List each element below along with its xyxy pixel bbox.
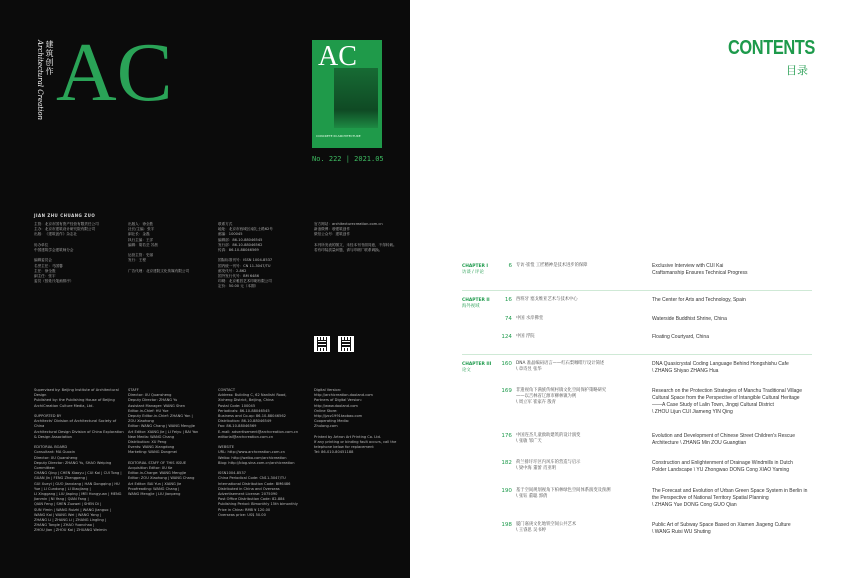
chapter-label: CHAPTER II <box>462 298 490 303</box>
ac-logo <box>56 36 176 102</box>
entry-title-cn[interactable]: 非遗视角下满族传统村镇文化空间保护策略研究 ——以吉林省辽源市柳林镇为例 \ 周立军 崔家卉 殷青 <box>516 388 607 406</box>
entry-title-cn[interactable]: 基于空间规划视角下柏林绿色空间体系演变及预测 \ 张钰 董聪 郭倩 <box>516 488 611 500</box>
qr-code <box>338 336 354 352</box>
masthead-cn-col-1: 主管：北京市国有资产经营有限责任公司 主办：北京市建筑设计研究院有限公司 出版：《建筑创作》杂志社 协办单位 中国建筑学会建筑师分会 编辑委员会 名誉主任：马国馨 主任：徐全胜 副主任：张宇 委员（按姓氏笔画排序） <box>34 222 99 284</box>
divider <box>462 290 812 291</box>
issue-number: No. 222 | 2021.05 <box>312 155 384 163</box>
entry-title-en[interactable]: Floating Courtyard, China <box>652 334 709 340</box>
entry-page-number: 169 <box>501 388 512 394</box>
contents-page <box>410 0 850 578</box>
entry-title-cn[interactable]: DNA 准晶编码语言——红石梨咖啡厅设计简述 \ 章诗昱 张华 <box>516 361 605 373</box>
contents-title-cn: 目录 <box>786 64 808 77</box>
entry-title-cn[interactable]: 专访·崔愷 工匠精神是技术进步的保障 <box>516 263 588 268</box>
entry-page-number: 190 <box>501 488 512 494</box>
entry-page-number: 74 <box>504 316 512 322</box>
entry-title-cn[interactable]: 中国 水岸佛堂 <box>516 316 544 321</box>
divider <box>462 354 812 355</box>
entry-title-en[interactable]: The Center for Arts and Technology, Spain <box>652 297 746 303</box>
ac-logo-text: AC <box>56 36 173 102</box>
entry-title-cn[interactable]: 中国 浮院 <box>516 334 535 339</box>
chapter-label-cn: 论文 <box>462 368 471 373</box>
entry-title-en[interactable]: Construction and Enlightenment of Drainage Windmills in Dutch Polder Landscape \ YU Zhongwao DONG Cong XIAO Yaming <box>652 460 793 473</box>
masthead-cn-col-2: 出版人：徐全胜 社长/主编：张宇 副社长：金磊 执行主编：王洋 编辑：胡若芸 苏晨 运营主管：史丽 发行：王程 广告代理：北京建院文化传媒有限公司 <box>128 222 190 273</box>
masthead-cn-col-3: 联系方式 地址：北京市西城区南礼士路62号 邮编：100045 编辑部：86-10-88046545 发行部：86-10-88046562 传真：86-10-88046569 国际标准刊号：ISSN 1004-8537 国内统一刊号：CN 11-3047/TU 邮发代号：2-862 国外发行代号：BM 6486 印刷：北京雅昌艺术印刷有限公司 定价：50.00 元（本期） <box>218 222 273 289</box>
chapter-3 <box>462 362 491 374</box>
entry-title-cn[interactable]: 厦门嘉庚文化地铁空间公共艺术 \ 王睿思 吴书婷 <box>516 522 577 534</box>
entry-page-number: 176 <box>501 433 512 439</box>
entry-title-en[interactable]: Public Art of Subway Space Based on Xiamen Jiageng Culture \ WANG Ruisi WU Shuting <box>652 522 791 535</box>
masthead-en-col-1: Supervised by: Beijing Institute of Architectural Design Published by: the Publishing House of Beijing ArchiCreation Culture Media, Ltd. SUPPORTED BY Architects' Division of Architectural Society of China Architectural Design Division of China Exploration & Design Association EDITORIAL BOARD Consultant: MA Guoxin Director: XU Quansheng Deputy Director: ZHANG Yu, SHAO Weiping Committee: CHANG Qing | CHEN Xiaoyu | CUI Kai | CUI Tong | GUAN Jin | FENG Zhengpeng | GUI Xueyi | GUO Jianxiang | HAN Dongqing | HU Yue | LI Cundong | LI Xiaojiang | LI Xinggang | LIU Jiaping | MEI Hongyuan | MENG Jianmin | NI Yang | QIAN Fang | QIAN Feng | SHEN Zuowei | SHEN Di | SUN Yimin | WANG Ruizhi | WANG Jianguo | WANG Kai | WANG Wei | WANG Yong | ZHANG Li | ZHANG Li | ZHANG Lingling | ZHANG Tongle | ZHAO Yuanchao | ZHOU Jian | ZHOU Kai | ZHUANG Weimin <box>34 388 124 533</box>
entry-page-number: 124 <box>501 334 512 340</box>
qr-code <box>314 336 330 352</box>
entry-page-number: 6 <box>508 263 512 269</box>
cover-subtitle: CONCRETE IN ARCHITECTURE <box>316 134 361 138</box>
entry-page-number: 198 <box>501 522 512 528</box>
entry-title-cn[interactable]: 中国连杰儿童救助建筑的设计演变 \ 张敏 邹广天 <box>516 433 581 445</box>
chapter-label-cn: 海外视域 <box>462 304 480 309</box>
entry-page-number: 16 <box>504 297 512 303</box>
entry-title-en[interactable]: Research on the Protection Strategies of Manchu Traditional Village Cultural Space from the Perspective of Intangible Cultural Heritage ——A Case Study of Lalin Town, Jingqi Cultural District \ ZHOU Lijun CUI Jiameng YIN Qing <box>652 388 802 415</box>
vertical-title-cn: 建筑创作 <box>45 40 54 76</box>
chapter-label: CHAPTER III <box>462 362 492 367</box>
entry-title-en[interactable]: The Forecast and Evolution of Urban Green Space System in Berlin in the Perspective of National Territory Spatial Planning \ ZHANG Yue DONG Cong GUO Qian <box>652 488 808 508</box>
entry-page-number: 182 <box>501 460 512 466</box>
masthead-en-col-3: CONTACT Address: Building C, 62 Nanlishi Road, Xicheng District, Beijing, China Postal Code: 100045 Periodicals: 86-10-88046545 Business and Co-op: 86-10-88046562 Distribution: 86-10-88046549 Fax: 86-10-88046569 E-mail: advertisement@archcreation.com.cn editorial@archcreation.com.cn WEBSITE URL: http://www.archcreation.com.cn Weibo: http://weibo.com/archicreation Blog: http://blog.sina.com.cn/archicreation ISSN1004-8537 China Periodical Code: CN11-3047/TU International Distribution Code: BM6486 Distributed in China and Overseas Advertisement License: 2075090 Post Office Distribution Code: 82-884 Publishing Period: Bimonthly 15th bimonthly Price in China: RMB ¥ 120.00 Overseas price: US$ 50.00 <box>218 388 299 517</box>
masthead-en-col-4: Digital Version: http://archicreation.dooland.com Partners of Digital Version: http://www.dooland.com Online Store: http://jzcz1991taobao.com Cooperating Media: Zhulong.com Printed by Artron Art Printing Co. Ltd. If any printing or binding fault occurs, call the telephone below for replacement Tel: 86-010-80451188 <box>314 388 397 455</box>
contents-title: CONTENTS <box>728 37 815 59</box>
cover-logo <box>318 44 358 66</box>
entry-title-cn[interactable]: 荷兰排圩圩区内风车的营造与启示 \ 梁中海 董蕾 肖亚明 <box>516 460 581 472</box>
cover-image <box>334 68 378 128</box>
cover-thumbnail <box>312 40 382 148</box>
chapter-1 <box>462 264 488 276</box>
chapter-2 <box>462 298 490 310</box>
masthead-page <box>0 0 410 578</box>
vertical-title-en: Architectural Creation <box>36 40 44 121</box>
masthead-en-col-2: STAFF Director: XU Quansheng Deputy Director: ZHANG Yu Assistant Manager: WANG Shen Editor-in-Chief: HU Yue Deputy Editor-in-Chief: ZHANG Yan | ZOU Xiaohong Editor: WANG Chang | WANG Mengjie Art Editor: XIANG Jie | LI Feiyu | BAI Yan New Media: WANG Chang Distribution: XU Peng Events: WANG Xiangdong Marketing: WANG Dongmei EDITORIAL STAFF OF THIS ISSUE Acquisition Editor: XU Ke Editor-in-Charge: WANG Mengjie Editor: ZOU Xiaohong | WANG Chang Art Editor: BAI Yun | XIANG Jie Proofreading: WANG Chang | WANG Mengjie | LIU Jianpeng <box>128 388 199 497</box>
entry-title-en[interactable]: Exclusive Interview with CUI Kai Craftsmanship Ensures Technical Progress <box>652 263 748 276</box>
masthead-cn-col-4: 官方网站：architecturecreation.com.cn 新浪微博：@建筑创作 微信公众号：建筑创作 本刊所发表的图文，未经本刊书面同意，不得转载。 若有印装质量问题，请与印刷厂联系调换。 <box>314 222 397 253</box>
chapter-label-cn: 访谈 / 评论 <box>462 270 484 275</box>
entry-title-en[interactable]: Waterside Buddhist Shrine, China <box>652 316 727 322</box>
chapter-label: CHAPTER I <box>462 264 489 269</box>
entry-title-en[interactable]: DNA Quasicrystal Coding Language Behind Hongshishu Cafe \ ZHANG Shiyao ZHANG Hua <box>652 361 789 374</box>
jian-zhu-label: JIAN ZHU CHUANG ZUO <box>34 213 96 218</box>
entry-title-cn[interactable]: 西班牙 塞戈维亚艺术与技术中心 <box>516 297 578 302</box>
entry-page-number: 160 <box>501 361 512 367</box>
cover-logo-text: AC <box>318 44 357 66</box>
entry-title-en[interactable]: Evolution and Development of Chinese Street Children's Rescue Architecture \ ZHANG Min ZOU Guangtian <box>652 433 795 446</box>
